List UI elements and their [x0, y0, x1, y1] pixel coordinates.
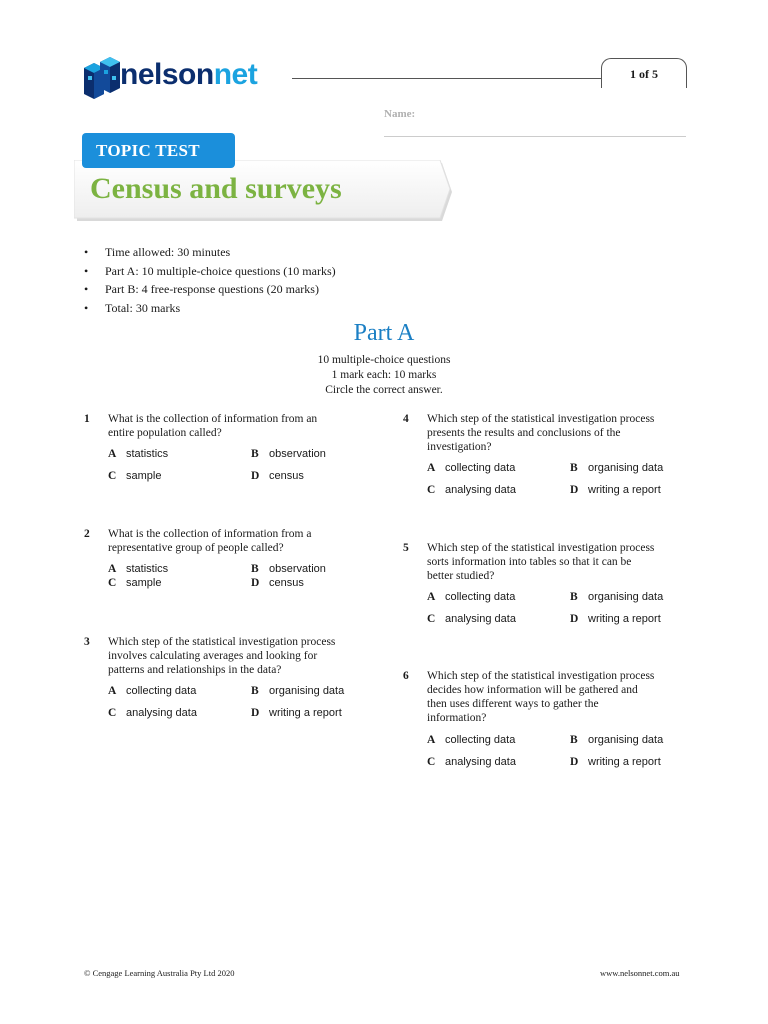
logo-wordmark-net: net [213, 58, 258, 91]
q6-option-a[interactable] [427, 734, 515, 746]
option-text: writing a report [588, 613, 661, 625]
q3-option-c[interactable] [108, 707, 197, 719]
option-key: C [108, 577, 117, 589]
test-info-list [84, 243, 336, 317]
name-field-line [384, 136, 686, 137]
question-text [108, 527, 364, 555]
option-text: organising data [588, 591, 664, 603]
question-text-line: involves calculating averages and looking for [108, 650, 318, 662]
q2-option-b[interactable] [251, 563, 326, 575]
option-text: statistics [126, 448, 169, 460]
question-text-line: Which step of the statistical investigation process [108, 636, 336, 648]
option-key: C [108, 707, 117, 719]
q5-option-b[interactable] [570, 591, 663, 603]
option-text: organising data [269, 685, 345, 697]
question-number: 4 [403, 413, 409, 425]
option-key: A [108, 448, 117, 460]
question-text [427, 412, 683, 454]
option-text: statistics [126, 563, 169, 575]
footer-url[interactable]: www.nelsonnet.com.au [600, 968, 680, 978]
title-banner [74, 160, 464, 224]
q2-option-d[interactable] [251, 577, 304, 589]
option-key: C [427, 613, 436, 625]
q1-option-b[interactable] [251, 448, 326, 460]
q2-option-a[interactable] [108, 563, 168, 575]
option-text: analysing data [445, 613, 516, 625]
option-key: D [570, 484, 579, 496]
question-text-line: Which step of the statistical investigation process [427, 413, 655, 425]
option-text: collecting data [445, 462, 516, 474]
q5-option-d[interactable] [570, 613, 661, 625]
question-text-line: representative group of people called? [108, 542, 284, 554]
q6-option-c[interactable] [427, 756, 516, 768]
part-a-instruction: Circle the correct answer. [325, 384, 443, 396]
logo-wordmark [120, 58, 257, 92]
question-text [427, 541, 683, 583]
q5-option-a[interactable] [427, 591, 515, 603]
nelsonnet-logo [82, 54, 292, 102]
option-text: organising data [588, 734, 664, 746]
part-a-marks: 1 mark each: 10 marks [331, 369, 437, 381]
info-time-allowed: • Time allowed: 30 minutes [84, 243, 336, 262]
option-text: collecting data [445, 591, 516, 603]
info-part-a: • Part A: 10 multiple-choice questions (10 marks) [84, 262, 336, 281]
q6-option-d[interactable] [570, 756, 661, 768]
question-text-line: Which step of the statistical investigation process [427, 670, 655, 682]
q6-option-b[interactable] [570, 734, 663, 746]
footer-copyright: © Cengage Learning Australia Pty Ltd 2020 [84, 968, 235, 978]
question-text-line: What is the collection of information from a [108, 528, 312, 540]
option-key: B [251, 685, 259, 697]
question-text-line: information? [427, 712, 487, 724]
q3-option-d[interactable] [251, 707, 342, 719]
option-key: A [427, 591, 436, 603]
question-number: 3 [84, 636, 90, 648]
q5-option-c[interactable] [427, 613, 516, 625]
test-title: Census and surveys [90, 172, 342, 205]
q2-option-c[interactable] [108, 577, 161, 589]
question-text-line: decides how information will be gathered and [427, 684, 638, 696]
option-text: collecting data [445, 734, 516, 746]
q1-option-a[interactable] [108, 448, 168, 460]
option-key: D [251, 470, 260, 482]
option-text: sample [126, 577, 162, 589]
option-text: analysing data [445, 756, 516, 768]
q4-option-d[interactable] [570, 484, 661, 496]
question-text [108, 412, 364, 440]
option-key: C [108, 470, 117, 482]
option-text: writing a report [588, 484, 661, 496]
option-key: B [251, 563, 259, 575]
question-text-line: What is the collection of information from an [108, 413, 318, 425]
option-text: writing a report [588, 756, 661, 768]
option-text: collecting data [126, 685, 197, 697]
question-text-line: better studied? [427, 570, 495, 582]
info-part-b: • Part B: 4 free-response questions (20 marks) [84, 280, 336, 299]
q3-option-a[interactable] [108, 685, 196, 697]
question-number: 6 [403, 670, 409, 682]
option-text: analysing data [126, 707, 197, 719]
part-a-heading: Part A [353, 320, 415, 346]
option-key: B [251, 448, 259, 460]
info-total: • Total: 30 marks [84, 299, 336, 318]
option-text: census [269, 577, 304, 589]
question-text-line: presents the results and conclusions of the [427, 427, 621, 439]
option-text: observation [269, 563, 326, 575]
option-key: C [427, 756, 436, 768]
question-text-line: investigation? [427, 441, 492, 453]
option-key: D [251, 577, 260, 589]
q4-option-a[interactable] [427, 462, 515, 474]
question-text-line: Which step of the statistical investigation process [427, 542, 655, 554]
option-key: A [427, 462, 436, 474]
topic-test-tag: TOPIC TEST [82, 133, 235, 168]
option-text: census [269, 470, 304, 482]
option-text: writing a report [269, 707, 342, 719]
option-key: B [570, 591, 578, 603]
question-text [108, 635, 364, 677]
question-text-line: entire population called? [108, 427, 222, 439]
question-text-line: then uses different ways to gather the [427, 698, 599, 710]
part-a-question-count: 10 multiple-choice questions [317, 354, 451, 366]
q4-option-b[interactable] [570, 462, 663, 474]
q1-option-d[interactable] [251, 470, 304, 482]
logo-wordmark-nelson: nelson [120, 58, 214, 91]
option-key: C [427, 484, 436, 496]
question-text-line: sorts information into tables so that it can be [427, 556, 632, 568]
option-key: D [251, 707, 260, 719]
q1-option-c[interactable] [108, 470, 161, 482]
option-key: D [570, 756, 579, 768]
option-text: analysing data [445, 484, 516, 496]
question-number: 2 [84, 528, 90, 540]
option-key: A [108, 685, 117, 697]
question-number: 5 [403, 542, 409, 554]
question-number: 1 [84, 413, 90, 425]
option-key: A [108, 563, 117, 575]
option-key: B [570, 462, 578, 474]
question-text-line: patterns and relationships in the data? [108, 664, 282, 676]
option-text: organising data [588, 462, 664, 474]
option-text: observation [269, 448, 326, 460]
option-key: B [570, 734, 578, 746]
q3-option-b[interactable] [251, 685, 344, 697]
q4-option-c[interactable] [427, 484, 516, 496]
option-key: D [570, 613, 579, 625]
question-text [427, 669, 683, 725]
option-key: A [427, 734, 436, 746]
option-text: sample [126, 470, 162, 482]
page-indicator: 1 of 5 [601, 58, 687, 88]
name-label: Name: [384, 108, 416, 120]
